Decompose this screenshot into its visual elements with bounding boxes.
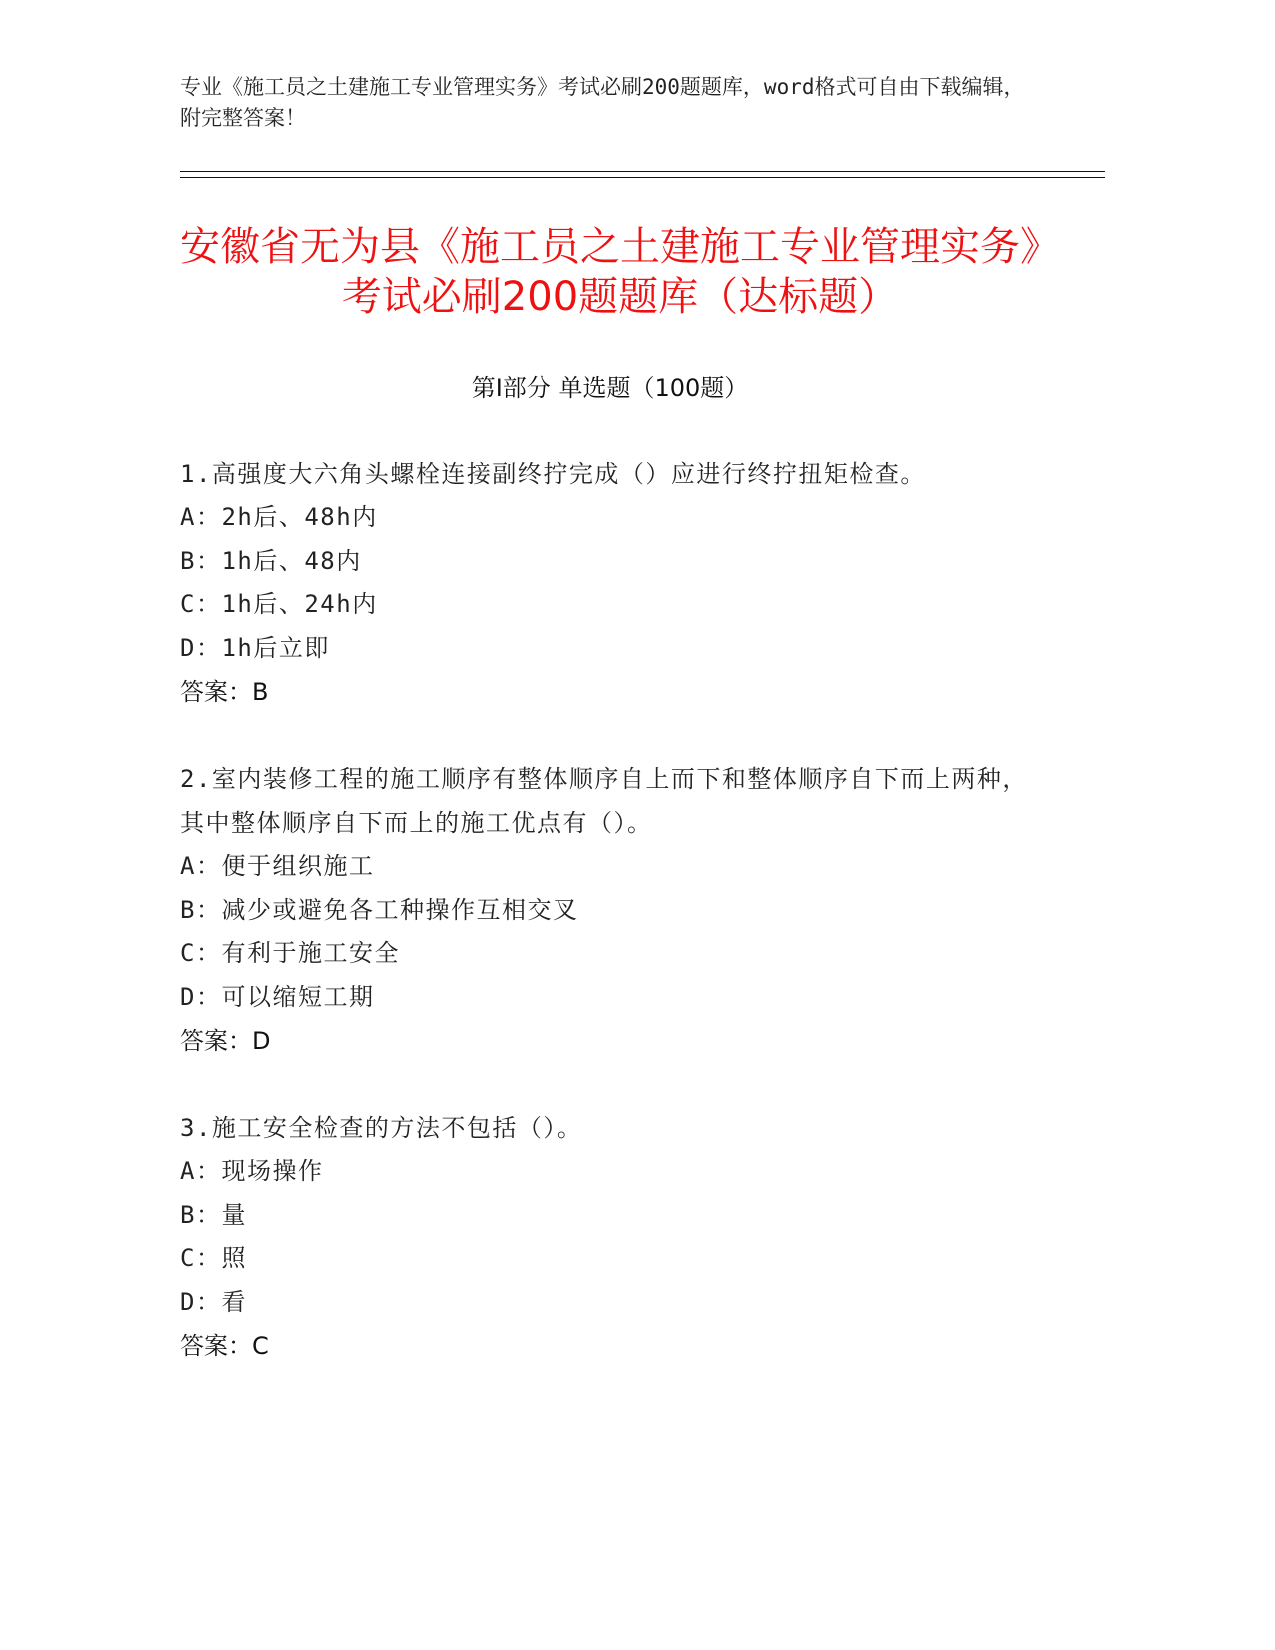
question-stem: 1.高强度大六角头螺栓连接副终拧完成（）应进行终拧扭矩检查。 [180, 460, 926, 488]
answer: 答案：C [180, 1332, 269, 1360]
option-b: B：1h后、48内 [180, 546, 362, 575]
document-title: 安徽省无为县《施工员之土建施工专业管理实务》考试必刷200题题库（达标题） [180, 224, 1060, 320]
option-c: C：1h后、24h内 [180, 590, 378, 618]
answer: 答案：D [180, 1027, 271, 1055]
question-stem: 2.室内装修工程的施工顺序有整体顺序自上而下和整体顺序自下而上两种，其中整体顺序自下而上的施工优点有（）。 [180, 765, 1028, 837]
option-b: B：量 [180, 1200, 247, 1229]
question-3 [180, 1106, 1040, 1368]
answer: 答案：B [180, 678, 269, 706]
option-a: A：现场操作 [180, 1157, 324, 1185]
option-b: B：减少或避免各工种操作互相交叉 [180, 895, 579, 924]
header-divider-bottom [180, 177, 1105, 178]
question-stem: 3.施工安全检查的方法不包括（）。 [180, 1114, 583, 1142]
question-1 [180, 452, 1040, 714]
option-c: C：有利于施工安全 [180, 939, 400, 967]
option-d: D：看 [180, 1287, 247, 1316]
option-d: D：1h后立即 [180, 633, 330, 662]
question-2 [180, 757, 1040, 1063]
option-d: D：可以缩短工期 [180, 982, 375, 1011]
header-note: 专业《施工员之土建施工专业管理实务》考试必刷200题题库，word格式可自由下载编辑，附完整答案！ [180, 75, 1025, 130]
option-a: A：便于组织施工 [180, 852, 375, 880]
option-a: A：2h后、48h内 [180, 503, 378, 531]
header-divider-top [180, 171, 1105, 172]
option-c: C：照 [180, 1244, 247, 1272]
section-title: 第Ⅰ部分 单选题（100题） [471, 374, 749, 402]
